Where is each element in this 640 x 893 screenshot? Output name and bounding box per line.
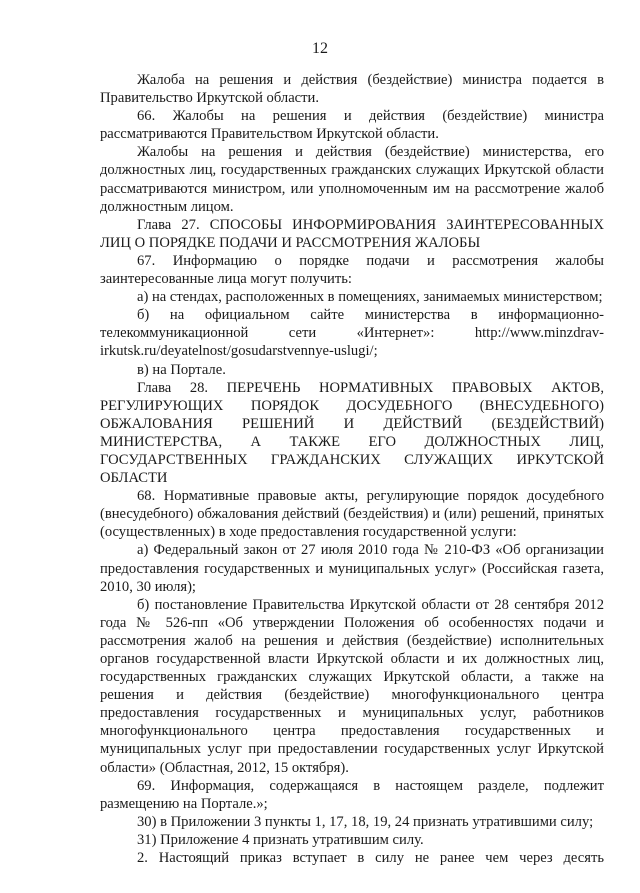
paragraph-p14: 30) в Приложении 3 пункты 1, 17, 18, 19, 24 признать утратившими силу; <box>137 813 594 830</box>
paragraph-p1: Жалоба на решения и действия (бездействие) министра подается в Правительство Иркутской области. <box>100 72 604 107</box>
paragraph-p6: а) на стендах, расположенных в помещениях, занимаемых министерством; <box>137 289 603 306</box>
paragraph-p3: Жалобы на решения и действия (бездействие) министерства, его должностных лиц, государственных гражданских служащих Иркутской области рассматриваются министром, или уполномоченным им на рассмотрение жалоб должностным лицом. <box>100 144 604 215</box>
document-body <box>100 71 604 867</box>
paragraph-p12: б) постановление Правительства Иркутской области от 28 сентября 2012 года № 526-пп «Об утверждении Положения об особенностях подачи и рассмотрения жалоб на решения и действия (бездействие) исполнительных органов государственной власти Иркутской области и их должностных лиц, государственных гражданских служащих Иркутской области, а также на решения и действия (бездействие) многофункционального центра предоставления государственных и муниципальных услуг, работников многофункционального центра предоставления государственных и муниципальных услуг при предоставлении государственных услуг Иркутской области» (Областная, 2012, 15 октября). <box>100 596 604 776</box>
paragraph-p16: 2. Настоящий приказ вступает в силу не ранее чем через десять <box>137 850 604 867</box>
paragraph-p5: 67. Информацию о порядке подачи и рассмотрения жалобы заинтересованные лица могут получить: <box>100 252 604 288</box>
page-number: 12 <box>312 40 328 57</box>
paragraph-p13: 69. Информация, содержащаяся в настоящем разделе, подлежит размещению на Портале.»; <box>100 777 604 812</box>
paragraph-p10: 68. Нормативные правовые акты, регулирующие порядок досудебного (внесудебного) обжалования действий (бездействия) и (или) решений, принятых (осуществленных) в ходе предоставления государственной услуги: <box>100 488 604 541</box>
paragraph-p2: 66. Жалобы на решения и действия (бездействие) министра рассматриваются Правительством Иркутской области. <box>100 108 604 143</box>
paragraph-p4: Глава 27. СПОСОБЫ ИНФОРМИРОВАНИЯ ЗАИНТЕРЕСОВАННЫХ ЛИЦ О ПОРЯДКЕ ПОДАЧИ И РАССМОТРЕНИЯ ЖАЛОБЫ <box>100 216 604 251</box>
paragraph-p9: Глава 28. ПЕРЕЧЕНЬ НОРМАТИВНЫХ ПРАВОВЫХ АКТОВ, РЕГУЛИРУЮЩИХ ПОРЯДОК ДОСУДЕБНОГО (ВНЕСУДЕБНОГО) ОБЖАЛОВАНИЯ РЕШЕНИЙ И ДЕЙСТВИЙ (БЕЗДЕЙСТВИЙ) МИНИСТЕРСТВА, А ТАКЖЕ ЕГО ДОЛЖНОСТНЫХ ЛИЦ, ГОСУДАРСТВЕННЫХ ГРАЖДАНСКИХ СЛУЖАЩИХ ИРКУТСКОЙ ОБЛАСТИ <box>100 379 604 487</box>
paragraph-p8: в) на Портале. <box>137 361 226 378</box>
paragraph-p11: а) Федеральный закон от 27 июля 2010 года № 210-ФЗ «Об организации предоставления государственных и муниципальных услуг» (Российская газета, 2010, 30 июля); <box>100 542 604 595</box>
paragraph-p7: б) на официальном сайте министерства в информационно-телекоммуникационной сети «Интернет»: http://www.minzdrav-irkutsk.ru/deyatelnost/gosudarstvennye-uslugi/; <box>100 307 604 360</box>
paragraph-p15: 31) Приложение 4 признать утратившим силу. <box>137 831 424 848</box>
